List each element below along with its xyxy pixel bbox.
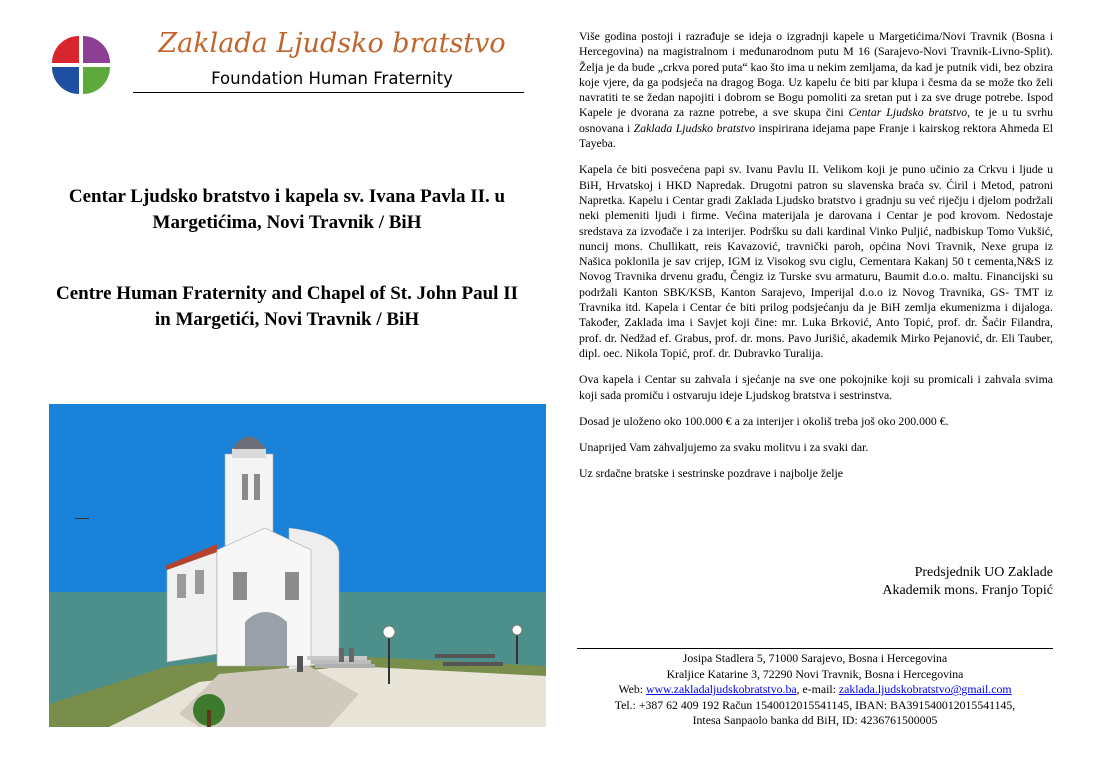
document-title-english: Centre Human Fraternity and Chapel of St. John Paul II in Margetići, Novi Travnik / BiH [55,283,518,330]
paragraph-intro: Više godina postoji i razrađuje se ideja o izgradnji kapele u Margetićima/Novi Travnik (Bosna i Hercegovina) na magistralnom i međunarodnom putu M 16 (Sarajevo-Novi Travnik-Livno-Split). Želja je da bude „crkva pored puta“ kao što ima u nekim zemljama, da kad je putnik vidi, bez obzira koje vjere, da ga podsjeća na dragog Boga. Uz kapelu će biti par klupa i česma da se može tko želi navratiti te se žedan napojiti i dobrom se Bogu pomoliti za sretan put i za sve druge potrebe. Ispod Kapele je dvorana za razne potrebe, a sve skupa čini Centar Ljudsko bratstvo, te je u tu svrhu osnovana i Zaklada Ljudsko bratstvo inspirirana idejama pape Franje i kairskog rektora Ahmeda El Tayeba. [579,29,1054,151]
address-sarajevo: Josipa Stadlera 5, 71000 Sarajevo, Bosna i Hercegovina [682,651,948,665]
foundation-logo-icon [50,34,112,96]
address-novi-travnik: Kraljice Katarine 3, 72290 Novi Travnik, Bosna i Hercegovina [666,666,964,681]
web-email-line: Web: www.zakladaljudskobratstvo.ba, e-mail: zaklada.ljudskobratstvo@gmail.com [618,682,1012,696]
contact-footer [560,651,1070,729]
bank-id: Intesa Sanpaolo banka dd BiH, ID: 4236761500005 [692,713,938,727]
email-link[interactable]: zaklada.ljudskobratstvo@gmail.com [838,682,1012,696]
header-divider [133,92,524,93]
paragraph-supporters: Kapela će biti posvećena papi sv. Ivanu Pavlu II. Velikom koji je puno učinio za Crkvu i ljude u BiH, Hrvatskoj i HKD Napredak. Drugotni patron su slavenska braća sv. Ćiril i Metod, patroni Napretka. Kapelu i Centar gradi Zaklada Ljudsko bratstvo i gradnju su već riječju i djelom podržali neki plemeniti ljudi i firme. Većina materijala je darovana i Centar je pod krovom. Nedostaje sredstava za izvođače i za interijer. Podršku su dali kardinal Vinko Puljić, nadbiskup Tomo Vukšić, nuncij mons. Chullikatt, reis Kavazović, travnički paroh, općina Novi Travnik, Nexe grupa iz Našica poklonila je sav crijep, IGM iz Visokog svu ciglu, Cementara Kakanj 50 t cementa,N&S iz Novog Travnika drvenu građu, Čengiz iz Turske svu armaturu, Baumit d.o.o. maltu. Financijski su podržali Kanton SBK/KSB, Kanton Sarajevo, Imperijal d.o.o iz Novog Travnika, GS- TMT iz Travnika itd. Kapela i Centar će biti prilog podsjećanju da je BiH zemlja ekumenizma i dijaloga. Također, Zaklada ima i Savjet koji čine: mr. Luka Brković, Anto Topić, prof. dr. Šaćir Filandra, prof. dr. Nedžad ef. Grabus, prof. dr. mons. Pavo Jurišić, akademik Mirko Pejanović, dr. Eli Tauber, dipl. oec. Nikola Topić, prof. dr. Dubravko Turalija. [579,162,1053,360]
bank-details: Tel.: +387 62 409 192 Račun 1540012015541145, IBAN: BA391540012015541145, [614,697,1016,712]
paragraph-thanks: Unaprijed Vam zahvaljujemo za svaku molitvu i za svaki dar. [579,440,869,455]
signature-block [882,564,1053,600]
paragraph-funding: Dosad je uloženo oko 100.000 € a za interijer i okoliš treba još oko 200.000 €. [579,413,949,428]
org-name: Zaklada Ljudsko bratstvo [158,28,506,59]
paragraph-gratitude: Ova kapela i Centar su zahvala i sjećanje na sve one pokojnike koji su promicali i zahvala svima koji sada promiču i ostvaruju ideje Ljudskog bratstva i sestrinstva. [579,372,1053,402]
foundation-name-emphasis: Zaklada Ljudsko bratstvo [633,120,756,135]
chapel-rendering-image [49,404,546,727]
letter-body [579,29,1053,493]
document-title-local: Centar Ljudsko bratstvo i kapela sv. Ivana Pavla II. u Margetićima, Novi Travnik / BiH [68,186,506,233]
signature-name: Akademik mons. Franjo Topić [882,583,1053,598]
centre-name-emphasis: Centar Ljudsko bratstvo [848,105,968,120]
signature-role: Predsjednik UO Zaklade [914,565,1053,580]
paragraph-greeting: Uz srdačne bratske i sestrinske pozdrave i najbolje želje [579,466,844,481]
website-link[interactable]: www.zakladaljudskobratstvo.ba [646,682,797,696]
footer-divider [577,648,1053,649]
org-name-english: Foundation Human Fraternity [211,69,453,88]
